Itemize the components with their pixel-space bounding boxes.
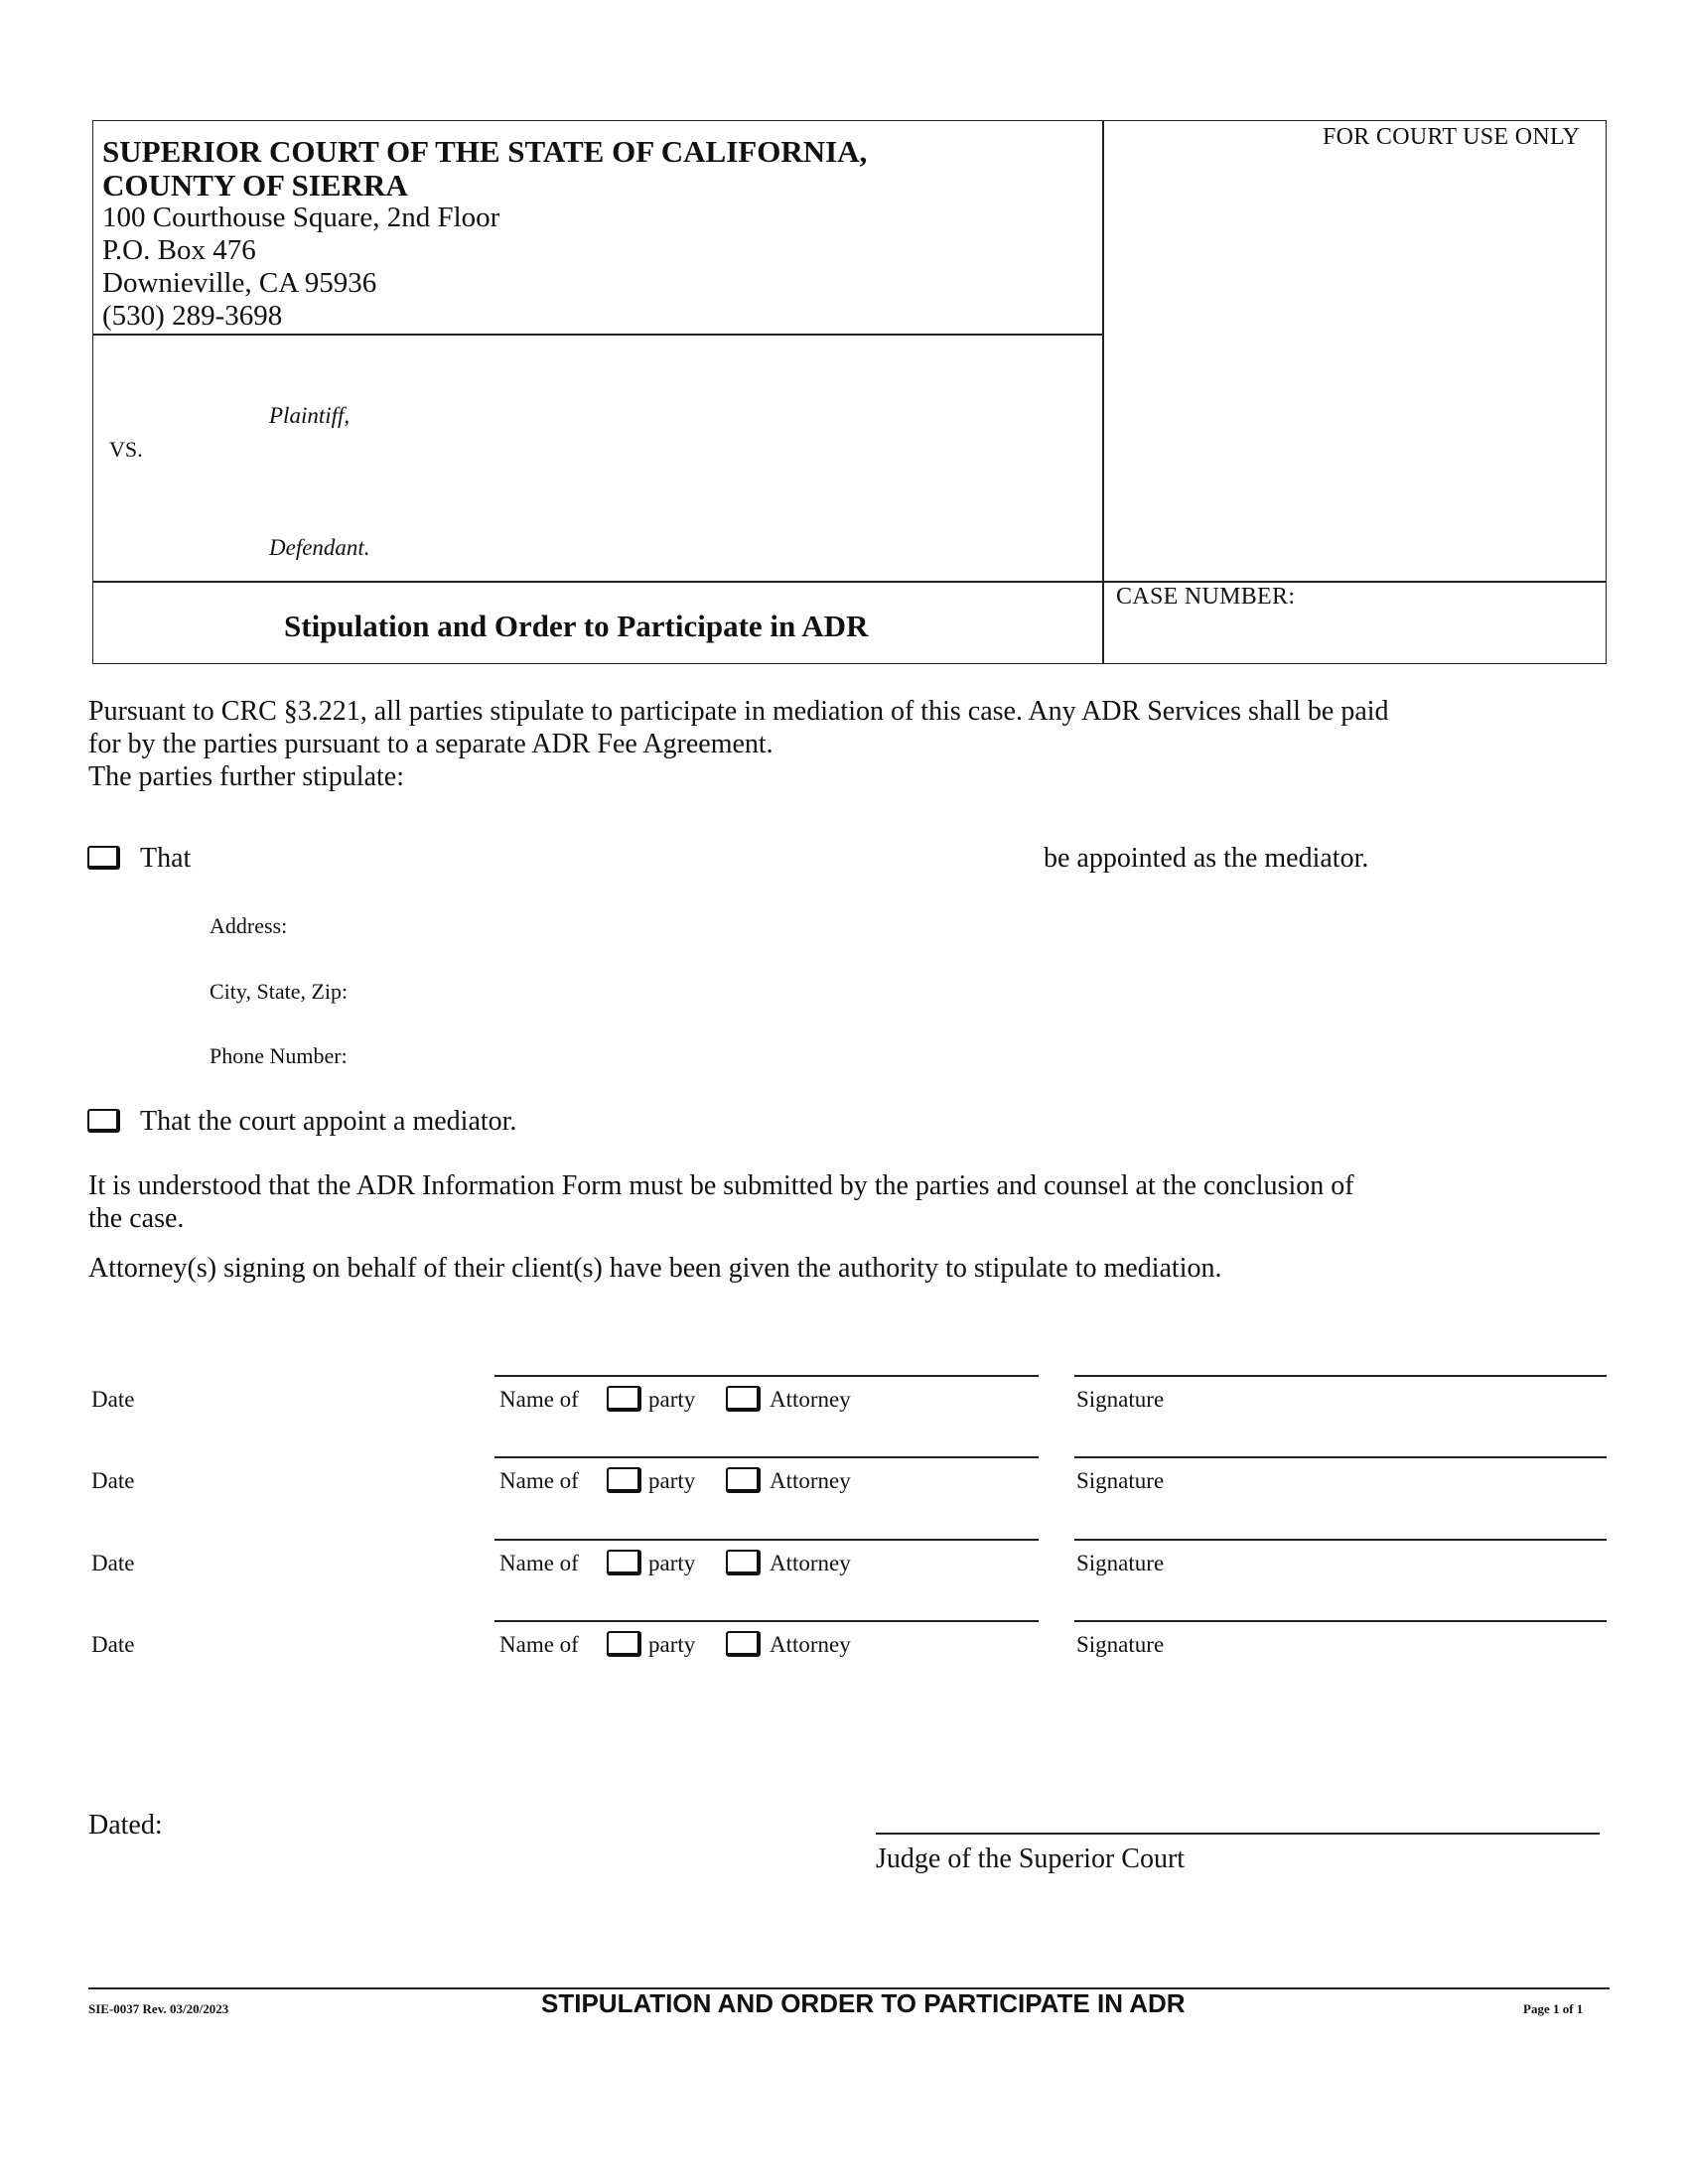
- signature-label: Signature: [1076, 1468, 1165, 1493]
- party-label: party: [648, 1632, 696, 1657]
- party-label: party: [648, 1468, 696, 1493]
- judge-label: Judge of the Superior Court: [876, 1843, 1186, 1874]
- date-label: Date: [91, 1632, 135, 1657]
- understood-line2: the case.: [88, 1203, 185, 1234]
- plaintiff-label: Plaintiff,: [269, 403, 351, 428]
- party-checkbox[interactable]: [607, 1550, 641, 1575]
- signature-label: Signature: [1076, 1387, 1165, 1412]
- name-line: [494, 1375, 1039, 1377]
- mediator-named-checkbox[interactable]: [87, 846, 120, 870]
- signature-label: Signature: [1076, 1551, 1165, 1575]
- authority-statement: Attorney(s) signing on behalf of their client(s) have been given the authority to stipulate to mediation.: [88, 1253, 1222, 1284]
- form-title: Stipulation and Order to Participate in ADR: [284, 609, 869, 643]
- signature-line: [1074, 1539, 1607, 1541]
- party-label: party: [648, 1387, 696, 1412]
- intro-line1: Pursuant to CRC §3.221, all parties stipulate to participate in mediation of this case. Any ADR Services shall be paid: [88, 696, 1389, 727]
- judge-signature-line: [876, 1833, 1600, 1835]
- attorney-label: Attorney: [770, 1468, 851, 1493]
- option1-suffix: be appointed as the mediator.: [1044, 843, 1369, 874]
- name-of-label: Name of: [499, 1632, 579, 1657]
- title-divider: [92, 581, 1607, 583]
- date-label: Date: [91, 1551, 135, 1575]
- intro-line3: The parties further stipulate:: [88, 761, 404, 792]
- date-label: Date: [91, 1468, 135, 1493]
- date-label: Date: [91, 1387, 135, 1412]
- court-name-line2: COUNTY OF SIERRA: [102, 168, 408, 203]
- signature-label: Signature: [1076, 1632, 1165, 1657]
- page-number: Page 1 of 1: [1523, 2001, 1584, 2016]
- mediator-address-label: Address:: [210, 913, 288, 938]
- footer-title: STIPULATION AND ORDER TO PARTICIPATE IN ADR: [541, 1988, 1186, 2018]
- name-line: [494, 1539, 1039, 1541]
- option1-that: That: [140, 843, 192, 874]
- court-appoint-checkbox[interactable]: [87, 1109, 120, 1133]
- defendant-label: Defendant.: [269, 535, 370, 560]
- party-checkbox[interactable]: [607, 1631, 641, 1657]
- party-checkbox[interactable]: [607, 1467, 641, 1493]
- attorney-checkbox[interactable]: [726, 1386, 761, 1412]
- party-checkbox[interactable]: [607, 1386, 641, 1412]
- name-line: [494, 1456, 1039, 1458]
- attorney-label: Attorney: [770, 1387, 851, 1412]
- understood-line1: It is understood that the ADR Information Form must be submitted by the parties and counsel at the conclusion of: [88, 1170, 1354, 1201]
- name-line: [494, 1620, 1039, 1622]
- option2-text: That the court appoint a mediator.: [140, 1106, 517, 1137]
- vs-label: VS.: [109, 437, 143, 462]
- signature-line: [1074, 1456, 1607, 1458]
- mediator-city-label: City, State, Zip:: [210, 979, 349, 1004]
- attorney-label: Attorney: [770, 1632, 851, 1657]
- attorney-label: Attorney: [770, 1551, 851, 1575]
- attorney-checkbox[interactable]: [726, 1631, 761, 1657]
- name-of-label: Name of: [499, 1387, 579, 1412]
- court-name-line1: SUPERIOR COURT OF THE STATE OF CALIFORNIA,: [102, 134, 868, 169]
- mediator-phone-label: Phone Number:: [210, 1043, 348, 1068]
- attorney-checkbox[interactable]: [726, 1467, 761, 1493]
- name-of-label: Name of: [499, 1468, 579, 1493]
- form-id: SIE-0037 Rev. 03/20/2023: [88, 2001, 229, 2016]
- dated-label: Dated:: [88, 1810, 163, 1841]
- court-use-label: FOR COURT USE ONLY: [1323, 124, 1581, 150]
- court-address-line1: 100 Courthouse Square, 2nd Floor: [102, 202, 500, 233]
- address-divider: [92, 334, 1103, 336]
- court-address-line2: P.O. Box 476: [102, 234, 256, 266]
- case-number-label: CASE NUMBER:: [1116, 584, 1296, 610]
- attorney-checkbox[interactable]: [726, 1550, 761, 1575]
- name-of-label: Name of: [499, 1551, 579, 1575]
- intro-line2: for by the parties pursuant to a separate ADR Fee Agreement.: [88, 729, 774, 759]
- court-phone: (530) 289-3698: [102, 300, 283, 332]
- signature-line: [1074, 1375, 1607, 1377]
- party-label: party: [648, 1551, 696, 1575]
- signature-line: [1074, 1620, 1607, 1622]
- court-address-line3: Downieville, CA 95936: [102, 267, 377, 299]
